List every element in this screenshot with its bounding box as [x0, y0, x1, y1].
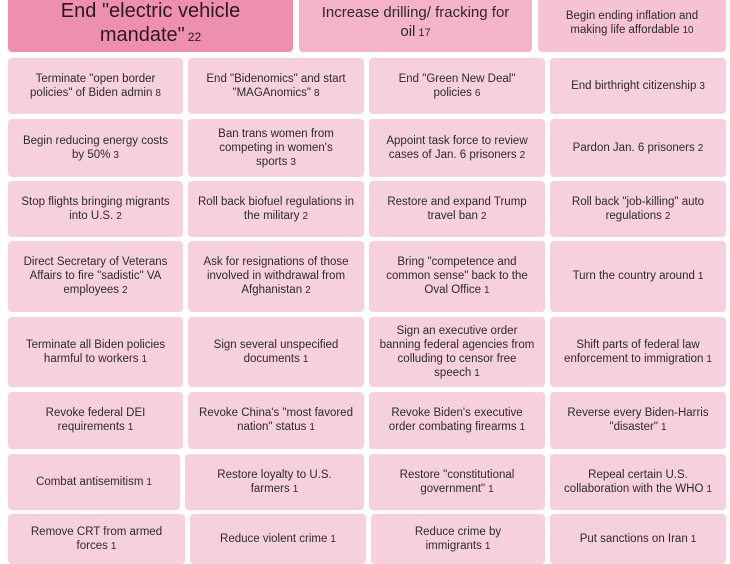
tile-label: Restore "constitutional government" 1 [399, 468, 515, 495]
tile-count: 17 [418, 27, 431, 39]
tile-label: Reverse every Biden-Harris "disaster" 1 [567, 407, 709, 434]
tile-count: 1 [488, 483, 494, 495]
tile-count: 1 [474, 367, 480, 379]
tile-count: 1 [141, 353, 148, 365]
tile-label: Revoke federal DEI requirements 1 [45, 407, 146, 434]
tile-label: End birthright citizenship 3 [571, 79, 705, 92]
tile-label: Pardon Jan. 6 prisoners 2 [572, 141, 704, 154]
tile-label: Restore and expand Trump travel ban 2 [387, 195, 527, 222]
treemap-tile [538, 0, 726, 52]
tile-count: 1 [302, 353, 309, 365]
tile-count: 1 [309, 422, 315, 434]
tile-label: Sign an executive order banning federal agencies from colluding to censor free speech 1 [379, 324, 535, 379]
treemap-tile [550, 392, 726, 449]
tile-label: Bring "competence and common sense" back to the Oval Office 1 [386, 256, 528, 297]
treemap-tile [369, 181, 545, 237]
tile-count: 1 [660, 422, 667, 434]
treemap-tile [188, 392, 364, 449]
treemap-tile [190, 514, 366, 564]
tile-label: Terminate all Biden policies harmful to workers 1 [25, 338, 166, 365]
treemap-tile [188, 181, 364, 237]
tile-label: Begin reducing energy costs by 50% 3 [22, 134, 169, 161]
treemap-tile [8, 454, 180, 510]
tile-count: 3 [699, 80, 705, 92]
tile-label: Revoke Biden's executive order combating firearms 1 [388, 407, 526, 434]
tile-label: Sign several unspecified documents 1 [213, 338, 339, 365]
tile-label: End "electric vehicle mandate" 22 [60, 0, 241, 46]
treemap-tile [8, 181, 183, 237]
tile-label: Begin ending inflation and making life affordable 10 [565, 9, 699, 36]
tile-label: Reduce violent crime 1 [220, 532, 336, 545]
tile-count: 1 [330, 533, 336, 545]
treemap-tile [369, 392, 545, 449]
tile-count: 2 [122, 285, 128, 297]
tile-label: End "Bidenomics" and start "MAGAnomics" 8 [206, 72, 346, 99]
tile-label: Repeal certain U.S. collaboration with the WHO 1 [564, 468, 712, 495]
treemap-tile [8, 0, 293, 52]
tile-count: 22 [187, 30, 202, 44]
treemap-tile [550, 58, 726, 114]
tile-count: 8 [313, 87, 320, 99]
treemap-tile [8, 317, 183, 387]
treemap-tile [369, 454, 545, 510]
tile-count: 2 [302, 210, 309, 222]
treemap-tile [8, 241, 183, 312]
tile-label: End "Green New Deal" policies 6 [398, 72, 516, 99]
tile-count: 8 [155, 87, 161, 99]
tile-count: 1 [690, 533, 697, 545]
treemap-tile [8, 392, 183, 449]
tile-label: Revoke China's "most favored nation" status 1 [199, 407, 353, 434]
tile-label: Appoint task force to review cases of Jan. 6 prisoners 2 [386, 134, 528, 161]
tile-count: 1 [697, 271, 704, 283]
tile-label: Terminate "open border policies" of Biden admin 8 [30, 72, 161, 99]
tile-count: 2 [116, 210, 122, 222]
treemap-tile [371, 514, 545, 564]
treemap-tile [369, 241, 545, 312]
tile-count: 1 [706, 353, 712, 365]
treemap-tile [550, 514, 726, 564]
treemap-tile [550, 454, 726, 510]
treemap-tile [299, 0, 532, 52]
treemap-tile [550, 119, 726, 177]
treemap-tile [188, 241, 364, 312]
treemap-tile [8, 514, 185, 564]
tile-label: Increase drilling/ fracking for oil 17 [321, 4, 510, 40]
tile-label: Roll back "job-killing" auto regulations 2 [571, 195, 705, 222]
treemap-tile [8, 119, 183, 177]
tile-count: 1 [519, 422, 526, 434]
treemap-tile [550, 241, 726, 312]
tile-label: Remove CRT from armed forces 1 [30, 525, 163, 552]
treemap-tile [188, 58, 364, 114]
tile-label: Ban trans women from competing in women's sports 3 [218, 127, 334, 168]
tile-label: Combat antisemitism 1 [36, 475, 152, 488]
tile-label: Reduce crime by immigrants 1 [414, 525, 502, 552]
tile-count: 10 [682, 24, 694, 36]
treemap-tile [369, 58, 545, 114]
tile-label: Shift parts of federal law enforcement to immigration 1 [564, 338, 712, 365]
treemap-tile [185, 454, 364, 510]
treemap-tile [369, 119, 545, 177]
tile-label: Put sanctions on Iran 1 [579, 532, 697, 545]
tile-count: 6 [474, 87, 481, 99]
tile-count: 2 [305, 285, 311, 297]
tile-count: 3 [113, 149, 119, 161]
tile-count: 1 [484, 285, 490, 297]
treemap-tile [8, 58, 183, 114]
treemap-tile [188, 317, 364, 387]
tile-label: Restore loyalty to U.S. farmers 1 [217, 468, 332, 495]
tile-label: Direct Secretary of Veterans Affairs to fire "sadistic" VA employees 2 [23, 256, 168, 297]
tile-count: 1 [484, 540, 491, 552]
tile-count: 1 [127, 422, 134, 434]
tile-count: 1 [146, 476, 152, 488]
tile-count: 2 [697, 142, 704, 154]
tile-count: 2 [519, 149, 526, 161]
tile-label: Ask for resignations of those involved in withdrawal from Afghanistan 2 [203, 256, 349, 297]
treemap-tile [188, 119, 364, 177]
tile-count: 2 [480, 210, 487, 222]
tile-count: 1 [292, 483, 299, 495]
tile-count: 1 [110, 540, 117, 552]
tile-count: 1 [706, 483, 712, 495]
tile-label: Roll back biofuel regulations in the military 2 [198, 195, 354, 222]
treemap-tile [550, 181, 726, 237]
tile-label: Stop flights bringing migrants into U.S. 2 [21, 195, 170, 222]
tile-count: 2 [664, 210, 671, 222]
tile-label: Turn the country around 1 [572, 270, 704, 283]
treemap-tile [369, 317, 545, 387]
treemap-tile [550, 317, 726, 387]
tile-count: 3 [290, 156, 296, 168]
